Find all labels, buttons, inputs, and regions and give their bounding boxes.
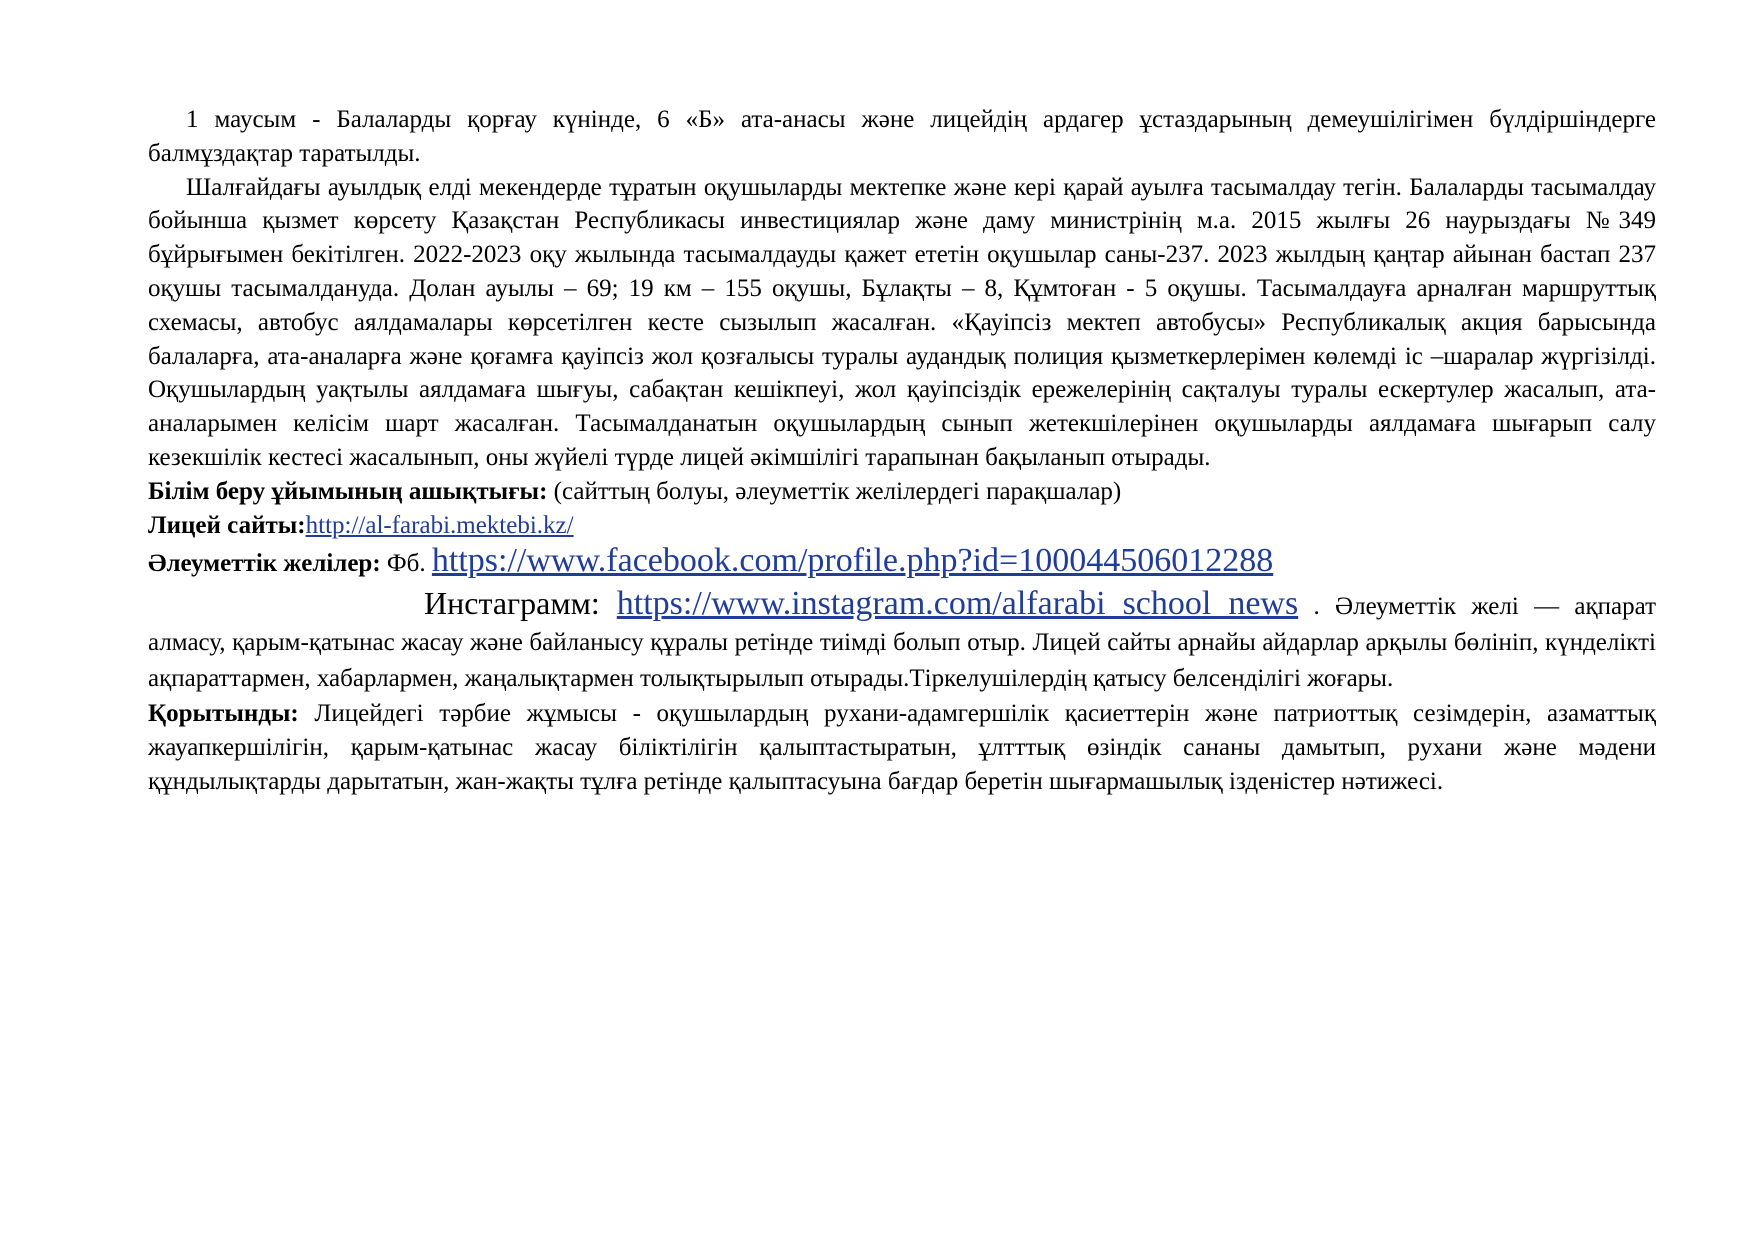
openness-text: (сайттың болуы, әлеуметтік желілердегі парақшалар) [547, 477, 1122, 505]
site-link[interactable]: http://al-farabi.mektebi.kz/ [305, 511, 574, 539]
paragraph-children-day: 1 маусым - Балаларды қорғау күнінде, 6 «Б» ата-анасы және лицейдің ардагер ұстаздарының демеушілігімен бүлдіршіндерге балмұздақтар таратылды. [148, 106, 1656, 167]
site-line [148, 509, 1656, 543]
document-page [148, 103, 1656, 799]
instagram-link[interactable]: https://www.instagram.com/alfarabi_school_news [616, 585, 1299, 623]
instagram-label: Инстаграмм: [424, 585, 617, 622]
conclusion-paragraph [148, 697, 1656, 798]
paragraph-transport: Шалғайдағы ауылдық елді мекендерде тұратын оқушыларды мектепке және кері қарай ауылға тасымалдау тегін. Балаларды тасымалдау бойынша қызмет көрсету Қазақстан Республикасы инвестициялар және даму министрінің м.а. 2015 жылғы 26 наурыздағы №349 бұйрығымен бекітілген. 2022-2023 оқу жылында тасымалдауды қажет ететін оқушылар саны-237. 2023 жылдың қаңтар айынан бастап 237 оқушы тасымалдануда. Долан ауылы – 69; 19 км – 155 оқушы, Бұлақты – 8, Құмтоған - 5 оқушы. Тасымалдауға арналған маршруттық схемасы, автобус аялдамалары көрсетілген кесте сызылып жасалған. «Қауіпсіз мектеп автобусы» Республикалық акция барысында балаларға, ата-аналарға және қоғамға қауіпсіз жол қозғалысы туралы аудандық полиция қызметкерлерімен көлемді іс –шаралар жүргізілді. Оқушылардың уақтылы аялдамаға шығуы, сабақтан кешікпеуі, жол қауіпсіздік ережелерінің сақталуы туралы ескертулер жасалып, ата-аналарымен келісім шарт жасалған. Тасымалданатын оқушылардың сынып жетекшілерінен оқушыларды аялдамаға шығарып салу кезекшілік кестесі жасалынып, оны жүйелі түрде лицей әкімшілігі тарапынан бақыланып отырады. [148, 173, 1656, 471]
facebook-link[interactable]: https://www.facebook.com/profile.php?id=100044506012288 [431, 542, 1274, 580]
conclusion-label: Қорытынды: [148, 700, 299, 728]
social-description: . Әлеуметтік желі — ақпарат алмасу, қарым-қатынас жасау және байланысу құралы ретінде тиімді болып отыр. Лицей сайты арнайы айдарлар арқылы бөлініп, күнделікті ақпараттармен, хабарлармен, жаңалықтармен толықтырылып отырады.Тіркелушілердің қатысу белсенділігі жоғары. [148, 593, 1656, 693]
instagram-paragraph [148, 585, 1656, 697]
site-label: Лицей сайты: [148, 511, 306, 539]
social-label: Әлеуметтік желілер: [148, 550, 381, 578]
social-line [148, 542, 1656, 583]
openness-line [148, 475, 1656, 509]
conclusion-text: Лицейдегі тәрбие жұмысы - оқушылардың рухани-адамгершілік қасиеттерін және патриоттық сезімдерін, азаматтық жауапкершілігін, қарым-қатынас жасау біліктілігін қалыптастыратын, ұлтттық өзіндік сананы дамытып, рухани және мәдени құндылықтарды дарытатын, жан-жақты тұлға ретінде қалыптасуына бағдар беретін шығармашылық ізденістер нәтижесі. [148, 700, 1656, 795]
facebook-prefix: Фб. [380, 550, 432, 578]
openness-label: Білім беру ұйымының ашықтығы: [148, 477, 548, 505]
